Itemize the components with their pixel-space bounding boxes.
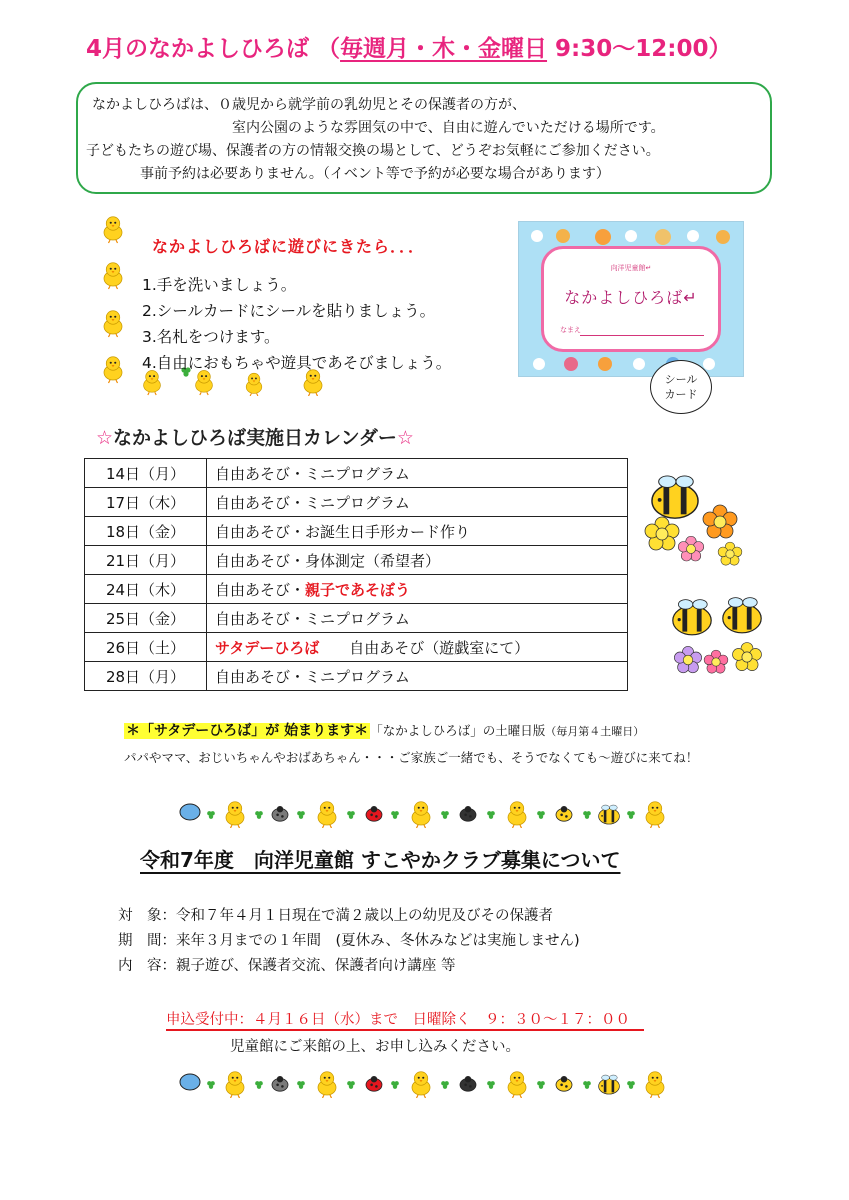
flower-icon bbox=[716, 540, 744, 568]
card-inner bbox=[541, 246, 721, 352]
title-open-paren: （ bbox=[317, 36, 341, 62]
activity-cell bbox=[207, 604, 628, 633]
saturday-highlight: ＊「サタデーひろば」が 始まります＊ bbox=[126, 723, 369, 739]
chick-icon bbox=[98, 352, 128, 384]
flower-icon bbox=[672, 644, 704, 676]
date-cell: 21日（月） bbox=[85, 546, 207, 575]
activity-text: 自由あそび・身体測定（希望者） bbox=[215, 551, 441, 570]
chick-icon bbox=[98, 306, 128, 338]
flower-icon bbox=[730, 640, 764, 674]
date-cell: 24日（木） bbox=[85, 575, 207, 604]
activity-cell bbox=[207, 546, 628, 575]
activity-cell bbox=[207, 633, 628, 662]
activity-text: 自由あそび・ミニプログラム bbox=[215, 464, 410, 483]
date-cell: 28日（月） bbox=[85, 662, 207, 691]
howto-steps bbox=[142, 272, 451, 376]
howto-step: 2.シールカードにシールを貼りましょう。 bbox=[142, 302, 436, 320]
activity-text: 自由あそび・ミニプログラム bbox=[215, 667, 410, 686]
date-cell: 18日（金） bbox=[85, 517, 207, 546]
howto-title: なかよしひろばに遊びにきたら．．． bbox=[152, 237, 426, 256]
intro-line: 子どもたちの遊び場、保護者の方の情報交換の場として、どうぞお気軽にご参加ください。 bbox=[86, 143, 660, 159]
apply-period: 申込受付中：４月１６日（水）まで 日曜除く ９：３０〜１７：００ bbox=[166, 1008, 644, 1031]
table-row bbox=[85, 604, 628, 633]
chick-icon bbox=[98, 212, 128, 244]
flower-icon bbox=[702, 648, 730, 676]
card-org: 向洋児童館↵ bbox=[610, 264, 652, 272]
flower-icon bbox=[676, 534, 706, 564]
card-name-label: なまえ bbox=[560, 326, 581, 334]
chick-icon bbox=[98, 258, 128, 290]
activity-highlight: 親子であそぼう bbox=[305, 580, 411, 599]
star-icon: ☆ bbox=[396, 427, 414, 449]
date-cell: 14日（月） bbox=[85, 459, 207, 488]
howto-step: 1.手を洗いましょう。 bbox=[142, 276, 297, 294]
intro-line: なかよしひろばは、０歳児から就学前の乳幼児とその保護者の方が、 bbox=[92, 97, 526, 113]
date-cell: 17日（木） bbox=[85, 488, 207, 517]
sticker-card-image bbox=[518, 221, 744, 377]
saturday-notice bbox=[124, 720, 644, 740]
bee-icon bbox=[718, 596, 766, 636]
decorative-border-icon bbox=[176, 796, 676, 830]
calendar-table bbox=[84, 458, 628, 691]
club-info-line: 内 容：親子遊び、保護者交流、保護者向け講座 等 bbox=[118, 958, 456, 974]
club-info-line: 対 象：令和７年４月１日現在で満２歳以上の幼児及びその保護者 bbox=[118, 908, 553, 924]
club-info bbox=[118, 904, 580, 979]
animal-border-icon bbox=[523, 226, 741, 246]
table-row bbox=[85, 517, 628, 546]
page-title bbox=[86, 30, 731, 63]
activity-cell bbox=[207, 459, 628, 488]
activity-text: 自由あそび（遊戯室にて） bbox=[319, 638, 530, 657]
sticker-card-bubble bbox=[650, 360, 712, 414]
table-row bbox=[85, 488, 628, 517]
intro-line: 室内公園のような雰囲気の中で、自由に遊んでいただける場所です。 bbox=[232, 120, 665, 136]
table-row bbox=[85, 575, 628, 604]
intro-box bbox=[76, 82, 772, 194]
card-name: なかよしひろば↵ bbox=[564, 288, 698, 307]
card-name-line bbox=[580, 335, 704, 336]
title-time: 9:30〜12:00） bbox=[547, 36, 732, 62]
bubble-line: カード bbox=[664, 388, 698, 401]
activity-cell bbox=[207, 662, 628, 691]
apply-note: 児童館にご来館の上、お申し込みください。 bbox=[230, 1039, 520, 1055]
activity-cell bbox=[207, 488, 628, 517]
howto-step: 4.自由におもちゃや遊具であそびましょう。 bbox=[142, 354, 452, 372]
activity-text: 自由あそび・ミニプログラム bbox=[215, 493, 410, 512]
intro-line: 事前予約は必要ありません。（イベント等で予約が必要な場合があります） bbox=[140, 166, 610, 182]
table-row bbox=[85, 662, 628, 691]
saturday-note-small: （毎月第４土曜日） bbox=[545, 725, 645, 738]
activity-text: 自由あそび・ミニプログラム bbox=[215, 609, 410, 628]
title-main: 4月のなかよしひろば bbox=[86, 36, 310, 62]
activity-highlight: サタデーひろば bbox=[215, 638, 320, 657]
bubble-line: シール bbox=[664, 373, 698, 386]
club-info-line: 期 間：来年３月までの１年間 (夏休み、冬休みなどは実施しません) bbox=[118, 933, 580, 949]
date-cell: 25日（金） bbox=[85, 604, 207, 633]
table-row bbox=[85, 546, 628, 575]
animal-border-icon bbox=[523, 354, 741, 374]
title-days: 毎週月・木・金曜日 bbox=[340, 36, 548, 62]
table-row bbox=[85, 459, 628, 488]
activity-text: 自由あそび・ bbox=[215, 580, 306, 599]
table-row bbox=[85, 633, 628, 662]
activity-cell bbox=[207, 517, 628, 546]
activity-cell bbox=[207, 575, 628, 604]
decorative-border-icon bbox=[176, 1066, 676, 1100]
star-icon: ☆ bbox=[96, 427, 114, 449]
bee-icon bbox=[668, 598, 716, 638]
calendar-title bbox=[96, 423, 414, 450]
saturday-message: パパやママ、おじいちゃんやおばあちゃん・・・ご家族ご一緒でも、そうでなくても〜遊びに来てね！ bbox=[124, 750, 699, 765]
date-cell: 26日（土） bbox=[85, 633, 207, 662]
howto-step: 3.名札をつけます。 bbox=[142, 328, 280, 346]
calendar-title-text: なかよしひろば実施日カレンダー bbox=[113, 427, 397, 449]
flower-icon bbox=[700, 502, 740, 542]
saturday-note: 「なかよしひろば」の土曜日版 bbox=[370, 723, 546, 738]
club-title: 令和7年度 向洋児童館 すこやかクラブ募集について bbox=[140, 848, 621, 872]
activity-text: 自由あそび・お誕生日手形カード作り bbox=[215, 522, 471, 541]
